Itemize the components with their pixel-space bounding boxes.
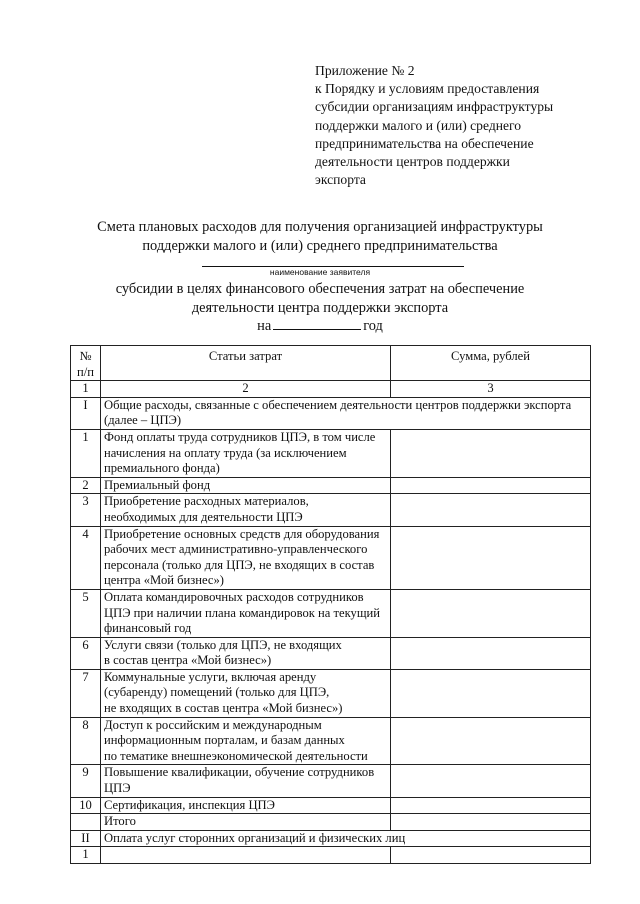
year-blank-field [273, 316, 361, 330]
row-item-line: Приобретение основных средств для оборудования [104, 526, 380, 541]
subtitle-line-1: субсидии в целях финансового обеспечения затрат на обеспечение [115, 281, 525, 297]
row-sum-cell[interactable] [391, 814, 591, 831]
row-item-line: финансовый год [104, 621, 192, 636]
row-item-line: Премиальный фонд [104, 477, 211, 492]
table-row [71, 397, 591, 429]
row-item [101, 765, 391, 797]
row-number: I [71, 397, 101, 429]
row-number: II [71, 830, 101, 847]
row-item-line: Сертификация, инспекция ЦПЭ [104, 797, 275, 812]
table-row [71, 847, 591, 864]
row-item [101, 717, 391, 765]
row-item [101, 847, 391, 864]
year-line [0, 316, 640, 336]
row-number: 7 [71, 669, 101, 717]
row-number: 1 [71, 429, 101, 477]
row-item-line: Приобретение расходных материалов, [104, 494, 309, 509]
column-index-cell: 1 [71, 381, 101, 398]
row-item [101, 814, 391, 831]
row-item-line: Фонд оплаты труда сотрудников ЦПЭ, в том числе [104, 429, 376, 444]
column-index-cell: 2 [101, 381, 391, 398]
row-item-line: информационным порталам, и базам данных [104, 733, 345, 748]
appendix-line: Приложение № 2 [315, 63, 415, 78]
row-number: 8 [71, 717, 101, 765]
table-row [71, 669, 591, 717]
row-item [101, 637, 391, 669]
appendix-line: экспорта [315, 172, 366, 188]
row-item [101, 397, 591, 429]
row-item-line: Повышение квалификации, обучение сотрудников [104, 765, 375, 780]
table-row [71, 477, 591, 494]
row-number: 4 [71, 526, 101, 589]
row-item-line: Оплата командировочных расходов сотрудников [104, 589, 364, 604]
table-row [71, 429, 591, 477]
row-number: 9 [71, 765, 101, 797]
row-item-line: необходимых для деятельности ЦПЭ [104, 509, 303, 524]
title-line-1: Смета плановых расходов для получения организацией инфраструктуры [97, 219, 543, 235]
row-number: 10 [71, 797, 101, 814]
row-item-line: Коммунальные услуги, включая аренду [104, 669, 317, 684]
row-item-line: ЦПЭ [104, 781, 131, 796]
row-item-line: Услуги связи (только для ЦПЭ, не входящих [104, 637, 342, 652]
title-line-2: поддержки малого и (или) среднего предпринимательства [142, 238, 498, 254]
row-number: 1 [71, 847, 101, 864]
row-item-line: персонала (только для ЦПЭ, не входящих в состав [104, 557, 375, 572]
header-num-line: п/п [77, 364, 94, 379]
document-subtitle [0, 280, 640, 318]
table-row [71, 717, 591, 765]
row-item-line: Доступ к российским и международным [104, 717, 322, 732]
row-sum-cell[interactable] [391, 797, 591, 814]
table-row [71, 765, 591, 797]
row-item [101, 830, 591, 847]
row-item-line: премиального фонда) [104, 461, 220, 476]
row-item [101, 494, 391, 526]
table-row [71, 526, 591, 589]
row-item-line [104, 847, 387, 861]
table-header-row [71, 346, 591, 381]
table-body [71, 397, 591, 863]
row-item-line: начисления на оплату труда (за исключением [104, 445, 347, 460]
row-number: 3 [71, 494, 101, 526]
row-sum-cell[interactable] [391, 477, 591, 494]
row-sum-cell[interactable] [391, 847, 591, 864]
applicant-caption: наименование заявителя [269, 267, 371, 277]
row-item-line: в состав центра «Мой бизнес») [104, 653, 272, 668]
header-num-line: № [79, 349, 92, 363]
appendix-line: деятельности центров поддержки [315, 154, 510, 170]
row-item [101, 669, 391, 717]
appendix-line: поддержки малого и (или) среднего [315, 117, 522, 133]
table-row [71, 637, 591, 669]
row-sum-cell[interactable] [391, 494, 591, 526]
row-number [71, 814, 101, 831]
row-item-line: (субаренду) помещений (только для ЦПЭ, [104, 685, 330, 700]
row-item-line: (далее – ЦПЭ) [104, 413, 182, 428]
row-sum-cell[interactable] [391, 669, 591, 717]
cost-estimate-table [70, 345, 591, 864]
row-sum-cell[interactable] [391, 526, 591, 589]
table-row [71, 589, 591, 637]
table-row [71, 814, 591, 831]
row-sum-cell[interactable] [391, 765, 591, 797]
table-row [71, 830, 591, 847]
appendix-line: к Порядку и условиям предоставления [315, 81, 540, 97]
row-item [101, 429, 391, 477]
row-item [101, 526, 391, 589]
row-item-line: по тематике внешнеэкономической деятельности [104, 748, 368, 763]
header-sum: Сумма, рублей [391, 346, 591, 381]
row-item-line: Итого [104, 814, 136, 829]
header-num [71, 346, 101, 381]
document-title [0, 218, 640, 256]
row-item-line: центра «Мой бизнес») [104, 573, 224, 588]
row-item-line: Общие расходы, связанные с обеспечением деятельности центров поддержки экспорта [104, 397, 572, 412]
header-item: Статьи затрат [101, 346, 391, 381]
row-number: 6 [71, 637, 101, 669]
row-sum-cell[interactable] [391, 429, 591, 477]
row-sum-cell[interactable] [391, 637, 591, 669]
year-suffix: год [363, 318, 383, 334]
appendix-line: предпринимательства на обеспечение [315, 135, 534, 151]
row-item-line: ЦПЭ при наличии плана командировок на текущий [104, 605, 380, 620]
year-prefix: на [257, 318, 272, 334]
appendix-line: субсидии организациям инфраструктуры [315, 99, 554, 115]
row-number: 5 [71, 589, 101, 637]
row-item [101, 477, 391, 494]
row-sum-cell[interactable] [391, 589, 591, 637]
row-sum-cell[interactable] [391, 717, 591, 765]
column-index-row [71, 381, 591, 398]
row-item-line: рабочих мест административно-управленческого [104, 542, 368, 557]
row-item [101, 797, 391, 814]
table-row [71, 494, 591, 526]
subtitle-line-2: деятельности центра поддержки экспорта [191, 300, 449, 316]
table-row [71, 797, 591, 814]
row-item-line: Оплата услуг сторонних организаций и физических лиц [104, 830, 406, 845]
column-index-cell: 3 [391, 381, 591, 398]
row-number: 2 [71, 477, 101, 494]
appendix-header [315, 62, 615, 189]
row-item [101, 589, 391, 637]
row-item-line: не входящих в состав центра «Мой бизнес») [104, 701, 343, 716]
